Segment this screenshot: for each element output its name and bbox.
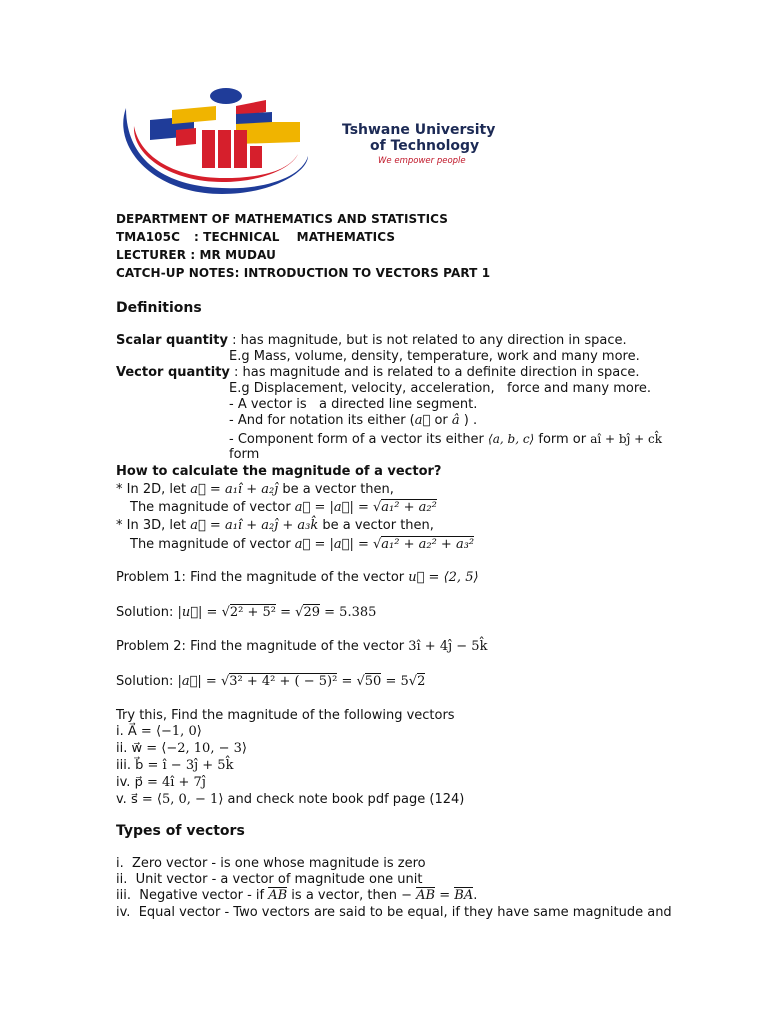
item-expression: b⃗ = î − 3ĵ + 5k̂ — [135, 758, 234, 773]
symbol-component-form: ⟨a, b, c⟩ — [488, 432, 535, 446]
type-zero-vector: i. Zero vector - is one whose magnitude is zero — [116, 856, 426, 871]
logo-name-line1: Tshwane University — [342, 122, 496, 138]
problem-1 — [116, 570, 479, 586]
in-3d-line — [116, 518, 434, 534]
vector-ab: AB — [268, 888, 288, 903]
in2d-text-a: * In 2D, let — [116, 482, 191, 497]
solution1-result: = 5.385 — [320, 605, 377, 620]
mag3d-radicand: a₁² + a₂² + a₃² — [381, 537, 475, 552]
vector-term: Vector quantity — [116, 365, 230, 380]
in2d-text-b: be a vector then, — [278, 482, 394, 497]
header-notes-title: CATCH-UP NOTES: INTRODUCTION TO VECTORS PART 1 — [116, 266, 491, 280]
problem1-text: Problem 1: Find the magnitude of the vector — [116, 570, 409, 585]
radical-sign: √ — [356, 674, 365, 689]
magnitude-3d-line — [130, 537, 474, 553]
solution1-radicand: 2² + 5² — [229, 605, 276, 620]
solution2-radicand-2: 50 — [364, 674, 382, 689]
solution2-radicand: 3² + 4² + ( − 5)² — [229, 674, 338, 689]
solution2-radicand-3: 2 — [417, 674, 426, 689]
header-course — [116, 230, 395, 244]
magnitude-2d-line — [130, 500, 437, 516]
problem-2 — [116, 639, 487, 655]
try-this-list — [116, 724, 464, 809]
scalar-term: Scalar quantity — [116, 333, 228, 348]
solution-1 — [116, 605, 376, 621]
course-title: : TECHNICAL MATHEMATICS — [193, 230, 396, 244]
radical-sign: √ — [221, 605, 230, 620]
vector-note-3 — [229, 431, 662, 448]
in3d-text-b: be a vector then, — [318, 518, 434, 533]
item-expression: A⃗ = ⟨−1, 0⟩ — [127, 724, 202, 739]
item-expression: s⃗ = ⟨5, 0, − 1⟩ — [130, 792, 224, 807]
problem2-text: Problem 2: Find the magnitude of the vector — [116, 639, 409, 654]
list-item — [116, 792, 464, 809]
vector-note-2 — [229, 413, 477, 429]
symbol-unit-vector-form: aî + bĵ + ck̂ — [590, 432, 663, 446]
scalar-example: E.g Mass, volume, density, temperature, work and many more. — [229, 349, 640, 364]
item-number: i. — [116, 724, 128, 739]
magnitude-heading: How to calculate the magnitude of a vector? — [116, 464, 442, 479]
vector-ab-2: AB — [416, 888, 436, 903]
note3-text-b: form or — [534, 432, 591, 447]
in3d-expression: a⃗ = a₁î + a₂ĵ + a₃k̂ — [190, 518, 319, 533]
logo-emblem — [112, 86, 312, 198]
header-department: DEPARTMENT OF MATHEMATICS AND STATISTICS — [116, 212, 449, 226]
mag3d-prefix: The magnitude of vector — [130, 537, 295, 552]
scalar-desc: : has magnitude, but is not related to any direction in space. — [227, 333, 627, 348]
radical-sign: √ — [372, 500, 382, 515]
note2-text-c: ) . — [459, 413, 478, 428]
symbol-a-arrow: a⃗ — [414, 413, 431, 428]
item-expression: w⃗ = ⟨−2, 10, − 3⟩ — [131, 741, 247, 756]
definitions-heading: Definitions — [116, 300, 202, 316]
radical-sign: √ — [408, 674, 418, 689]
solution-2 — [116, 674, 425, 690]
type-negative-vector — [116, 888, 477, 904]
list-item — [116, 758, 464, 775]
solution1-lhs: |u⃗| = — [177, 605, 222, 620]
logo-tagline: We empower people — [378, 156, 466, 166]
mag3d-expression: a⃗ = |a⃗| = — [294, 537, 373, 552]
list-item — [116, 741, 464, 758]
negative-sign: − — [401, 888, 417, 903]
solution2-lhs: |a⃗| = — [177, 674, 221, 689]
vector-desc: : has magnitude and is related to a definite direction in space. — [229, 365, 640, 380]
in2d-expression: a⃗ = a₁î + a₂ĵ — [190, 482, 279, 497]
item-number: iii. — [116, 758, 136, 773]
mag2d-prefix: The magnitude of vector — [130, 500, 295, 515]
note2-text-b: or — [430, 413, 452, 428]
vector-ba: BA — [454, 888, 474, 903]
item-number: iv. — [116, 775, 135, 790]
list-item — [116, 724, 464, 741]
negative-text-end: . — [473, 888, 478, 903]
radical-sign: √ — [220, 674, 230, 689]
problem2-vector: 3î + 4ĵ − 5k̂ — [408, 639, 488, 654]
item-tail: and check note book pdf page (124) — [223, 792, 465, 807]
in3d-text-a: * In 3D, let — [116, 518, 191, 533]
type-unit-vector: ii. Unit vector - a vector of magnitude one unit — [116, 872, 423, 887]
vector-note-1: - A vector is a directed line segment. — [229, 397, 478, 412]
item-number: v. — [116, 792, 131, 807]
solution2-label: Solution: — [116, 674, 178, 689]
vector-definition — [116, 365, 640, 381]
negative-text-a: iii. Negative vector - if — [116, 888, 269, 903]
item-expression: p⃗ = 4î + 7ĵ — [134, 775, 206, 790]
course-code: TMA105C — [116, 230, 180, 244]
note3-text-a: - Component form of a vector its either — [229, 432, 489, 447]
university-logo — [112, 86, 542, 198]
solution1-equals: = — [276, 605, 296, 620]
mag2d-expression: a⃗ = |a⃗| = — [294, 500, 373, 515]
radical-sign: √ — [295, 605, 304, 620]
solution2-equals-2: = 5 — [381, 674, 409, 689]
scalar-definition — [116, 333, 627, 349]
vector-note-3-form: form — [229, 447, 260, 462]
solution2-equals: = — [337, 674, 357, 689]
solution1-radicand-2: 29 — [303, 605, 321, 620]
problem1-vector: u⃗ = ⟨2, 5⟩ — [408, 570, 479, 585]
types-heading: Types of vectors — [116, 823, 245, 839]
logo-name-line2: of Technology — [370, 138, 480, 154]
in-2d-line — [116, 482, 394, 498]
try-this-intro: Try this, Find the magnitude of the following vectors — [116, 708, 455, 723]
note2-text-a: - And for notation its either ( — [229, 413, 415, 428]
radical-sign: √ — [372, 537, 382, 552]
solution1-label: Solution: — [116, 605, 178, 620]
negative-text-b: is a vector, then — [287, 888, 402, 903]
vector-example: E.g Displacement, velocity, acceleration, force and many more. — [229, 381, 652, 396]
equals-sign: = — [435, 888, 455, 903]
list-item — [116, 775, 464, 792]
mag2d-radicand: a₁² + a₂² — [381, 500, 437, 515]
header-lecturer: LECTURER : MR MUDAU — [116, 248, 276, 262]
symbol-a-hat: â — [451, 413, 460, 428]
item-number: ii. — [116, 741, 132, 756]
type-equal-vector: iv. Equal vector - Two vectors are said to be equal, if they have same magnitude and — [116, 905, 672, 920]
